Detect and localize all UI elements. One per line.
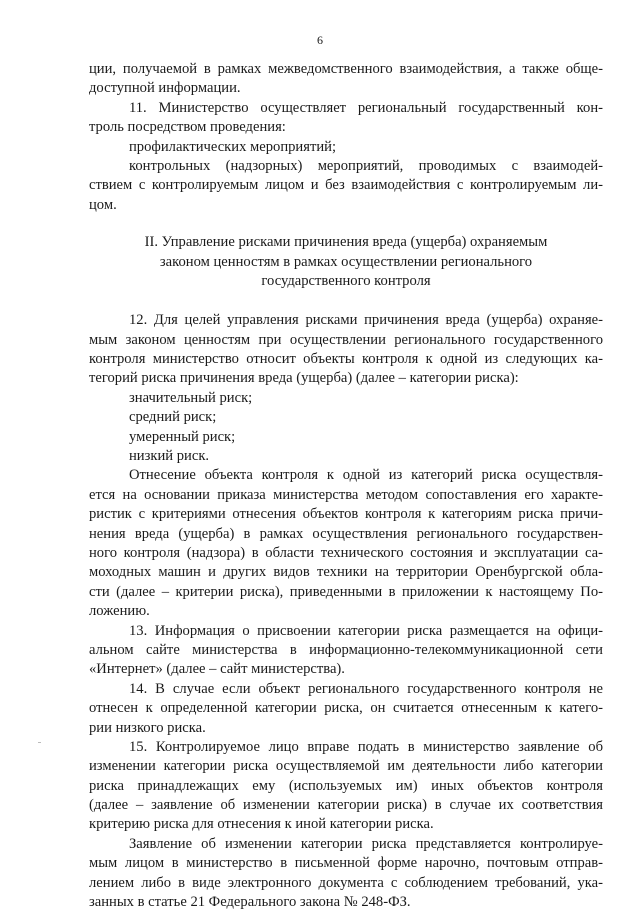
clause-12-line: 12. Для целей управления рисками причинения вреда (ущерба) охраняе-: [129, 312, 603, 329]
page-number: 6: [317, 33, 323, 47]
clause-12-line: нения вреда (ущерба) в рамках осуществления регионального государствен-: [89, 525, 603, 542]
clause-11-line: профилактических мероприятий;: [129, 138, 337, 155]
clause-14-line: 14. В случае если объект регионального государственного контроля не: [129, 680, 603, 697]
text-line: ции, получаемой в рамках межведомственного взаимодействия, а также обще-: [89, 61, 603, 77]
clause-15-line: риска принадлежащих ему (используемых им) иных объектов контроля: [89, 777, 603, 794]
clause-12-line: ложению.: [89, 603, 150, 620]
clause-15-line: критерию риска для отнесения к иной категории риска.: [89, 816, 434, 833]
text-line: доступной информации.: [89, 80, 241, 97]
clause-15-line: 15. Контролируемое лицо вправе подать в министерство заявление об: [129, 738, 603, 755]
risk-category-item: значительный риск;: [129, 389, 253, 406]
clause-12-line: ется на основании приказа министерства методом сопоставления его характе-: [89, 486, 603, 503]
risk-category-item: низкий риск.: [129, 448, 210, 465]
section-title-line: II. Управление рисками причинения вреда (ущерба) охраняемым: [144, 234, 548, 251]
clause-11-line: ствием с контролируемым лицом и без взаимодействия с контролируемым ли-: [89, 177, 603, 194]
section-title: [89, 233, 603, 291]
risk-category-item: средний риск;: [129, 409, 217, 426]
clause-14-line: отнесен к определенной категории риска, он считается отнесенным к катего-: [89, 700, 603, 717]
document-body: [89, 60, 603, 912]
clause-15-line: (далее – заявление об изменении категории риска) в случае их соответствия: [89, 797, 603, 814]
risk-category-item: умеренный риск;: [129, 428, 236, 445]
scan-artifact: [38, 742, 41, 743]
clause-15-line: лением либо в виде электронного документа с соблюдением требований, ука-: [89, 874, 603, 891]
clause-15-line: Заявление об изменении категории риска представляется контролируе-: [129, 835, 603, 852]
clause-14-line: рии низкого риска.: [89, 719, 206, 736]
clause-12-line: мым законом ценностям при осуществлении регионального государственного: [89, 331, 603, 348]
clause-11-line: цом.: [89, 196, 117, 213]
clause-11-line: троль посредством проведения:: [89, 119, 286, 136]
clause-12-line: ного контроля (надзора) в области технического состояния и эксплуатации са-: [89, 544, 603, 561]
clause-12-line: ристик с критериями отнесения объектов контроля к категориям риска причи-: [89, 506, 603, 523]
clause-13-line: альном сайте министерства в информационно-телекоммуникационной сети: [89, 641, 603, 658]
clause-12-line: сти (далее – критерии риска), приведенными в приложении к настоящему По-: [89, 583, 603, 600]
section-title-line: законом ценностям в рамках осуществлении регионального: [159, 253, 533, 270]
clause-11-line: 11. Министерство осуществляет региональный государственный кон-: [129, 99, 603, 116]
clause-12-line: контроля министерство относит объекты контроля к одной из следующих ка-: [89, 351, 603, 368]
clause-13-line: «Интернет» (далее – сайт министерства).: [89, 661, 345, 678]
section-title-line: государственного контроля: [261, 272, 431, 289]
clause-12-line: Отнесение объекта контроля к одной из категорий риска осуществля-: [129, 467, 603, 484]
clause-15-line: изменении категории риска осуществляемой им деятельности либо категории: [89, 758, 603, 775]
clause-15-line: мым лицом в министерство в письменной форме нарочно, почтовым отправ-: [89, 855, 603, 872]
clause-11-line: контрольных (надзорных) мероприятий, проводимых с взаимодей-: [129, 157, 603, 174]
clause-12-line: тегорий риска причинения вреда (ущерба) (далее – категории риска):: [89, 370, 519, 387]
clause-15-line: занных в статье 21 Федерального закона № 248-ФЗ.: [89, 894, 411, 911]
clause-13-line: 13. Информация о присвоении категории риска размещается на офици-: [129, 622, 603, 639]
clause-12-line: моходных машин и других видов техники на территории Оренбургской обла-: [89, 564, 603, 581]
